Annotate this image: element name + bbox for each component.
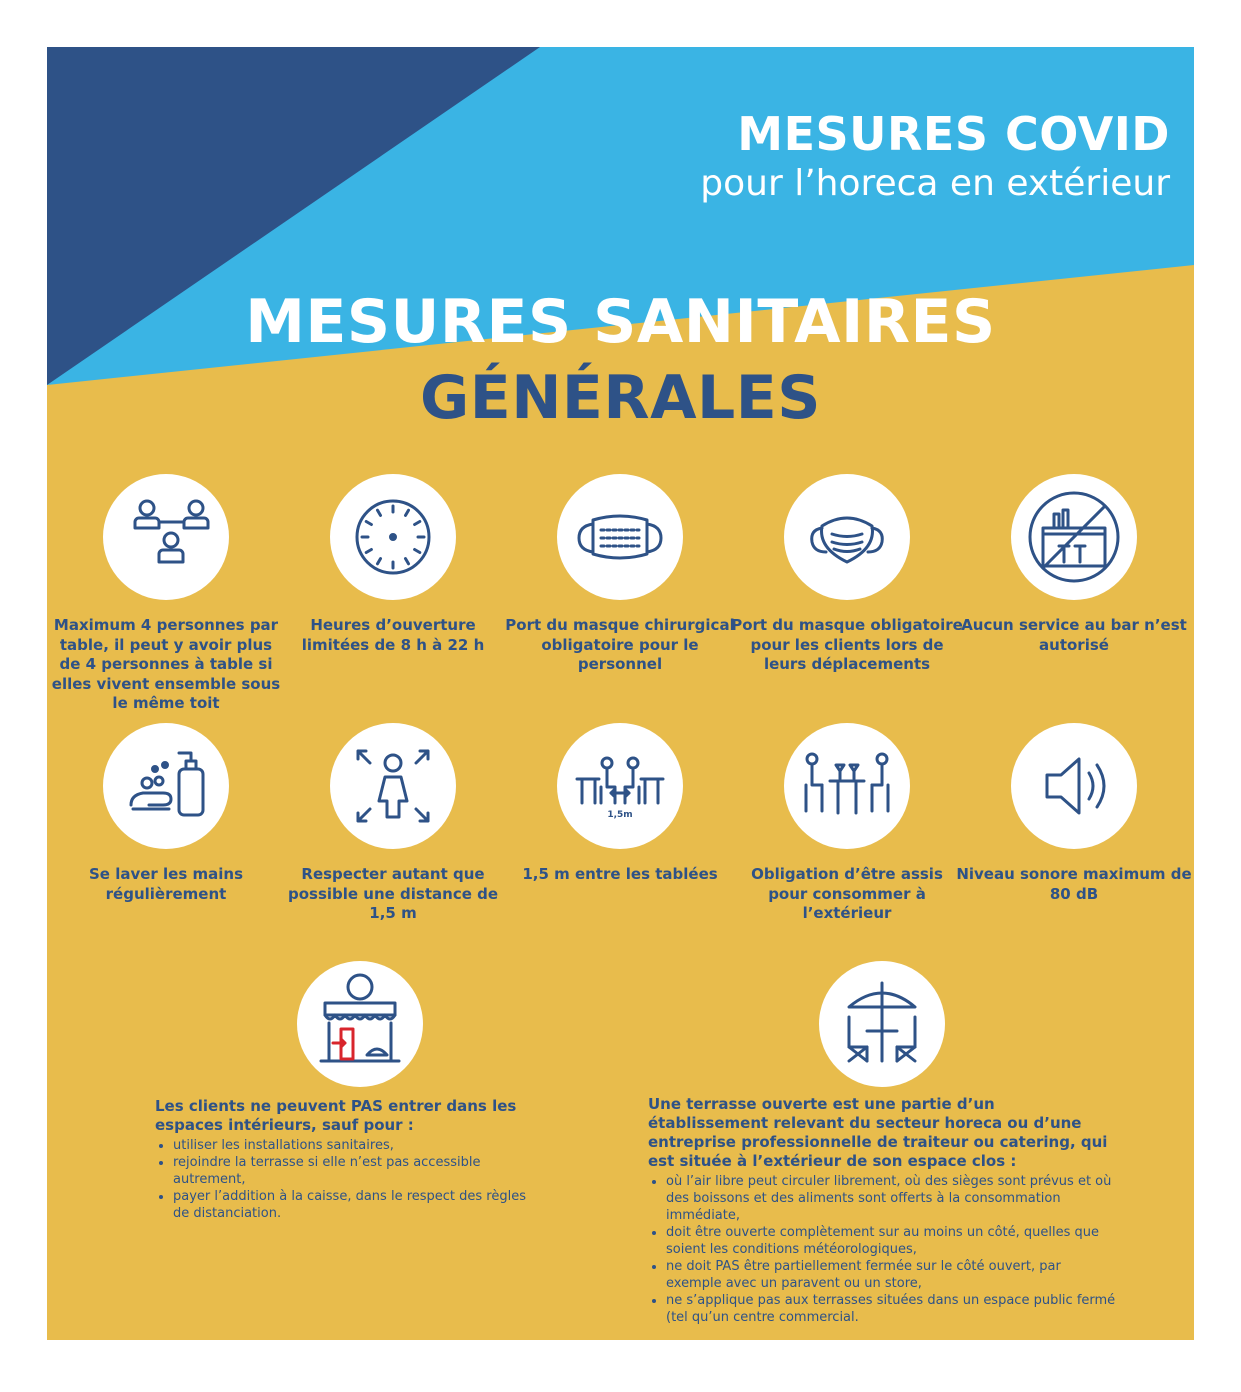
people-table-icon <box>111 482 221 592</box>
measure-3-caption: Port du masque chirurgical obligatoire pour le personnel <box>505 616 735 673</box>
terrace-icon-circle <box>819 961 945 1087</box>
measure-8-icon-circle <box>557 723 683 849</box>
indoor-icon-circle <box>297 961 423 1087</box>
measure-9-icon-circle <box>784 723 910 849</box>
measure-7-caption: Respecter autant que possible une distance de 1,5 m <box>287 865 499 922</box>
main-title-line2: GÉNÉRALES <box>419 363 821 433</box>
terrace-rule-item: • ne s’applique pas aux terrasses situées dans un espace public fermé (tel qu’un centre commercial. <box>666 1292 1116 1326</box>
measure-10-caption: Niveau sonore maximum de 80 dB <box>956 865 1192 903</box>
seated-people-icon <box>792 731 902 841</box>
distance-label: 1,5m <box>607 810 633 820</box>
main-title-line1: MESURES SANITAIRES <box>245 287 996 357</box>
measure-1-icon-circle <box>103 474 229 600</box>
indoor-rule-item: • utiliser les installations sanitaires, <box>173 1137 527 1154</box>
shop-entrance-icon <box>305 969 415 1079</box>
measure-6-caption: Se laver les mains régulièrement <box>89 865 243 903</box>
measure-7-icon-circle <box>330 723 456 849</box>
no-bar-icon <box>1019 482 1129 592</box>
measure-5-icon-circle <box>1011 474 1137 600</box>
measure-3-icon-circle <box>557 474 683 600</box>
surgical-mask-icon <box>565 482 675 592</box>
measure-10-icon-circle <box>1011 723 1137 849</box>
terrace-definition-list <box>648 1173 1116 1326</box>
measure-2-icon-circle <box>330 474 456 600</box>
indoor-rule-item: • payer l’addition à la caisse, dans le respect des règles de distanciation. <box>173 1188 527 1222</box>
terrace-definition-block <box>648 1095 1116 1326</box>
indoor-rules-block <box>155 1097 527 1222</box>
indoor-rules-list <box>155 1137 527 1222</box>
terrace-rule-item: • où l’air libre peut circuler librement, où des sièges sont prévus et où des boissons et des aliments sont offerts à la consommation immédiate, <box>666 1173 1116 1224</box>
poster <box>47 47 1194 1340</box>
clock-icon <box>338 482 448 592</box>
measure-6-icon-circle <box>103 723 229 849</box>
tables-distance-icon <box>565 731 675 841</box>
indoor-rule-item: • rejoindre la terrasse si elle n’est pas accessible autrement, <box>173 1154 527 1188</box>
terrace-rule-item: • doit être ouverte complètement sur au moins un côté, quelles que soient les conditions météorologiques, <box>666 1224 1116 1258</box>
hand-wash-icon <box>111 731 221 841</box>
measure-9-caption: Obligation d’être assis pour consommer à l’extérieur <box>751 865 943 922</box>
terrace-rule-item: • ne doit PAS être partiellement fermée sur le côté ouvert, par exemple avec un paravent ou un store, <box>666 1258 1116 1292</box>
header-subtitle: pour l’horeca en extérieur <box>700 163 1170 204</box>
header-title: MESURES COVID <box>737 107 1170 161</box>
measure-5-caption: Aucun service au bar n’est autorisé <box>961 616 1187 654</box>
measure-8-caption: 1,5 m entre les tablées <box>522 865 718 883</box>
indoor-rules-title: Les clients ne peuvent PAS entrer dans les espaces intérieurs, sauf pour : <box>155 1097 517 1134</box>
speaker-icon <box>1019 731 1129 841</box>
terrace-umbrella-icon <box>827 969 937 1079</box>
measure-1-caption: Maximum 4 personnes par table, il peut y avoir plus de 4 personnes à table si elles vivent ensemble sous le même toit <box>51 616 281 712</box>
measure-2-caption: Heures d’ouverture limitées de 8 h à 22 h <box>301 616 485 654</box>
face-mask-icon <box>792 482 902 592</box>
measure-4-caption: Port du masque obligatoire pour les clients lors de leurs déplacements <box>731 616 963 673</box>
measure-4-icon-circle <box>784 474 910 600</box>
distance-person-icon <box>338 731 448 841</box>
terrace-definition-title: Une terrasse ouverte est une partie d’un établissement relevant du secteur horeca ou d’une entreprise professionnelle de traiteur ou catering, qui est située à l’extérieur de son espace clos : <box>648 1095 1108 1170</box>
